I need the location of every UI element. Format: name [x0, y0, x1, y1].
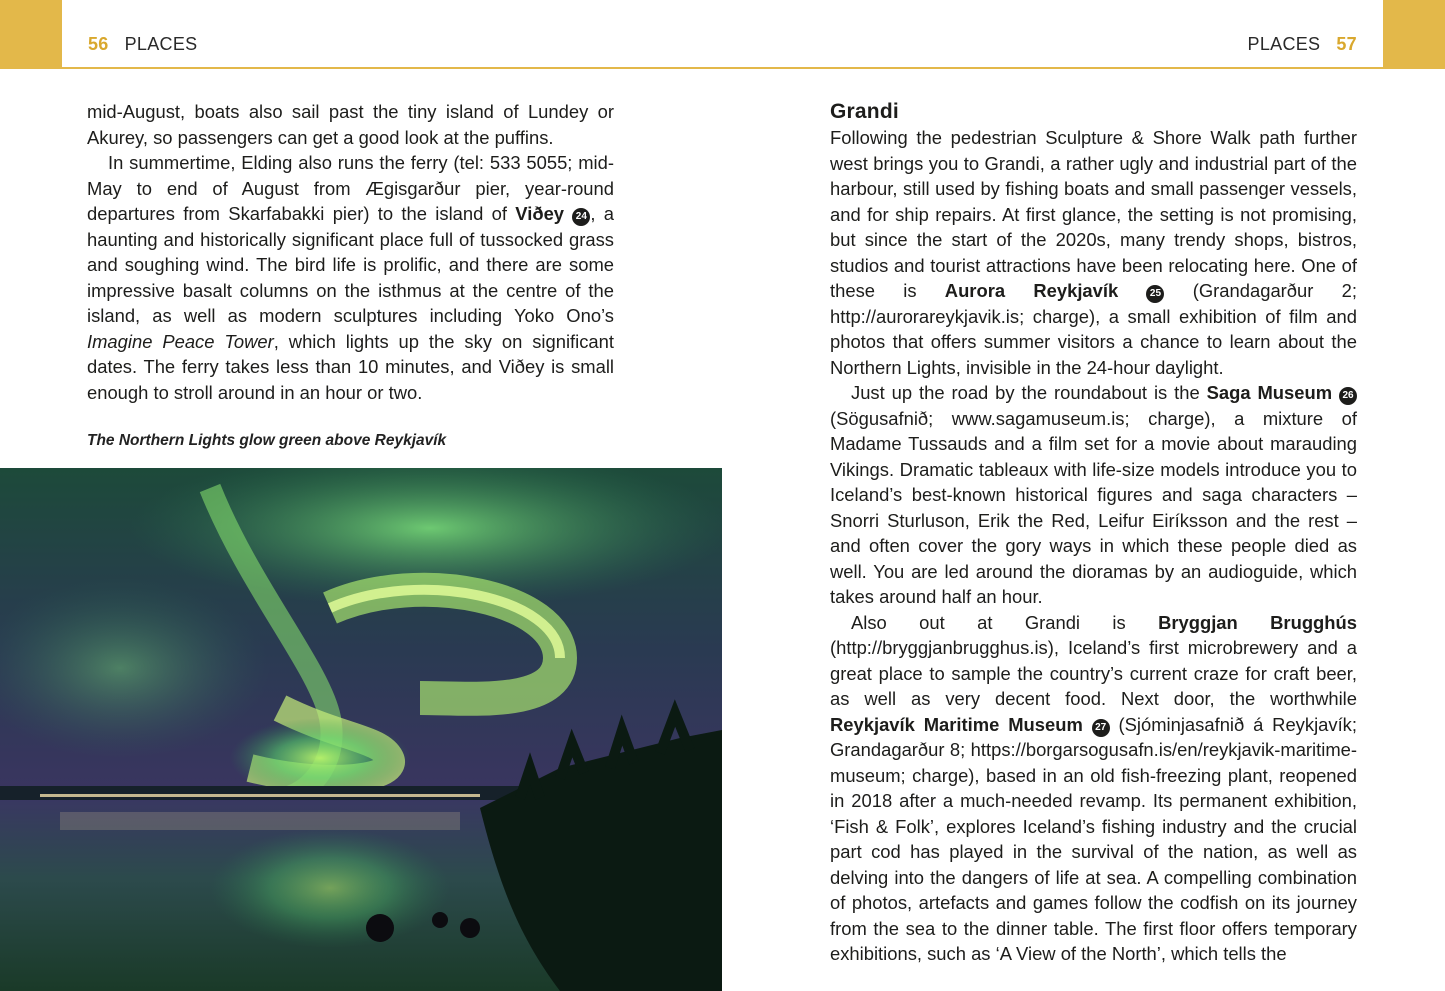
aurora-illustration	[0, 468, 722, 991]
text-run: (Grandagarður 2; http://aurorareykjavik.is; charge), a small exhibition of film and photos that offers summer visitors a chance to learn about the Northern Lights, invisible in the 24-hour daylight.	[830, 280, 1357, 378]
right-column	[830, 99, 1357, 967]
place-name-saga-museum: Saga Museum	[1206, 382, 1333, 403]
text-run: Also out at Grandi is	[851, 611, 1159, 633]
page-tab-left	[0, 0, 62, 68]
left-paragraph-2	[87, 150, 614, 405]
text-run: Following the pedestrian Sculpture & Shore Walk path further west brings you to Grandi, a rather ugly and industrial part of the harbour, still used by fishing boats and small passenger vessels, and for ship repairs. At first glance, the setting is not promising, but since the start of the 2020s, many trendy shops, bistros, studios and tourist attractions have been relocating here. One of these is	[830, 127, 1357, 301]
map-marker-26: 26	[1339, 387, 1357, 405]
left-paragraph-1: mid-August, boats also sail past the tiny island of Lundey or Akurey, so passengers can get a good look at the puffins.	[87, 101, 614, 148]
right-paragraph-2	[830, 380, 1357, 610]
text-run: , a haunting and historically significant place full of tussocked grass and soughing wind. The bird life is prolific, and there are some impressive basalt columns on the isthmus at the centre of the island, as well as modern sculptures including Yoko Ono’s	[87, 203, 614, 326]
section-label-left: PLACES	[124, 34, 198, 54]
place-name-videy: Viðey	[515, 203, 565, 224]
text-run: , which lights up the sky on significant dates. The ferry takes less than 10 minutes, and Viðey is small enough to stroll around in an hour or two.	[87, 330, 614, 403]
text-run: (Sögusafnið; www.sagamuseum.is; charge), a mixture of Madame Tussauds and a film set for a movie about marauding Vikings. Dramatic tableaux with life-size models introduce you to Iceland’s best-known historical figures and saga characters – Snorri Sturluson, Erik the Red, Leifur Eiríksson and the rest – and often cover the gory ways in which these people died as well. You are led around the dioramas by an audioguide, which takes around half an hour.	[830, 407, 1357, 607]
running-header-right	[1248, 34, 1357, 55]
page-number-left: 56	[88, 34, 109, 54]
page-number-right: 57	[1336, 34, 1357, 54]
running-header-left	[88, 34, 197, 55]
text-run: (Sjóminjasafnið á Reykjavík; Grandagarður 8; https://borgarsogusafn.is/en/reykjavik-maritime-museum; charge), based in an old fish-freezing plant, reopened in 2018 after a much-needed revamp. Its permanent exhibition, ‘Fish & Folk’, explores Iceland’s fishing industry and the crucial part cod has played in the survival of the nation, as well as delving into the dangers of life at sea. A compelling combination of photos, artefacts and games follow the codfish on its journey from the sea to the dinner table. The first floor offers temporary exhibitions, such as ‘A View of the North’, which tells the	[830, 713, 1357, 964]
photo-caption: The Northern Lights glow green above Reykjavík	[87, 432, 447, 449]
right-paragraph-1	[830, 125, 1357, 380]
map-marker-27: 27	[1092, 719, 1110, 737]
section-label-right: PLACES	[1247, 34, 1321, 54]
northern-lights-photo	[0, 468, 722, 991]
left-column	[87, 99, 614, 405]
right-paragraph-3	[830, 610, 1357, 967]
section-heading-grandi: Grandi	[830, 100, 899, 123]
place-name-bryggjan-brugghus: Bryggjan Brugghús	[1158, 611, 1357, 633]
place-name-aurora-reykjavik: Aurora Reykjavík	[944, 280, 1119, 301]
artwork-title: Imagine Peace Tower	[87, 330, 274, 352]
map-marker-25: 25	[1146, 285, 1164, 303]
page-tab-right	[1383, 0, 1445, 68]
text-run: (http://bryggjanbrugghus.is), Iceland’s first microbrewery and a great place to sample the country’s current craze for craft beer, as well as very decent food. Next door, the worthwhile	[830, 637, 1357, 709]
map-marker-24: 24	[572, 208, 590, 226]
header-rule	[0, 67, 1445, 69]
place-name-maritime-museum: Reykjavík Maritime Museum	[830, 713, 1083, 735]
text-run: In summertime, Elding also runs the ferry (tel: 533 5055; mid-May to end of August from Ægisgarður pier, year-round departures from Skarfabakki pier) to the island of	[87, 152, 614, 224]
text-run: Just up the road by the roundabout is the	[851, 382, 1207, 403]
